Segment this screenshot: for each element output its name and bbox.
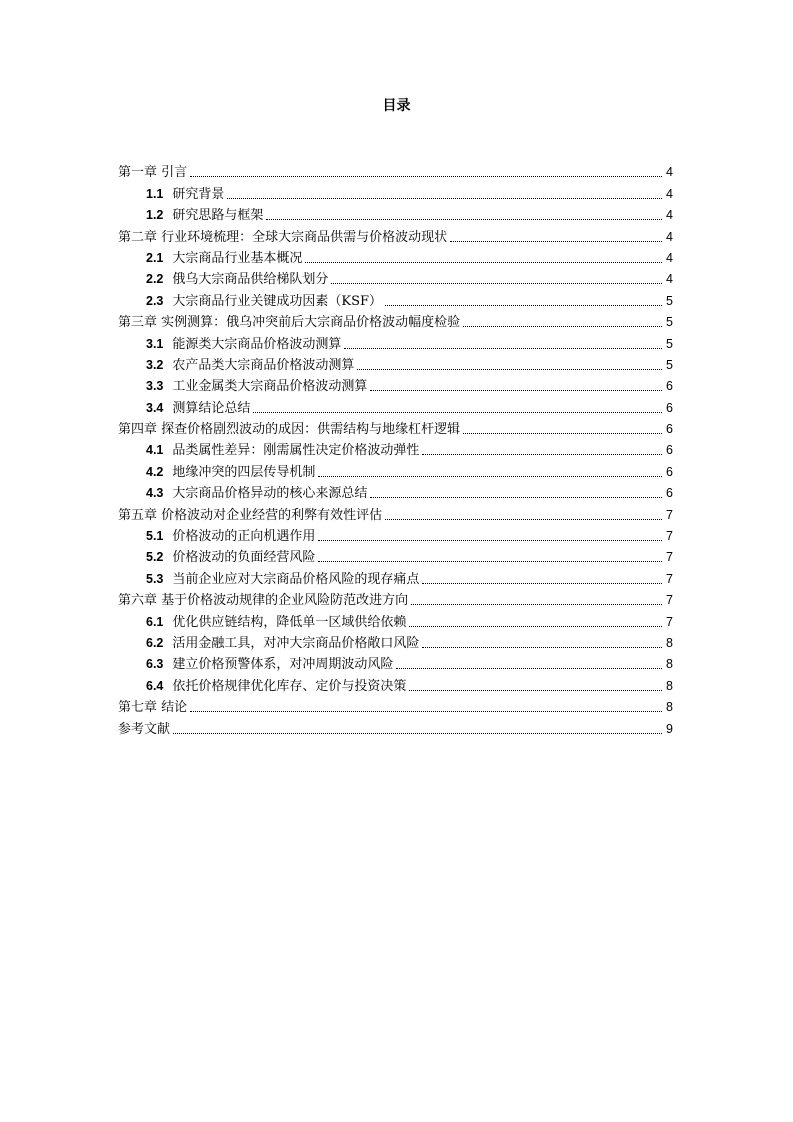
toc-page-number: 6 bbox=[666, 400, 673, 415]
toc-section-entry[interactable] bbox=[118, 459, 673, 480]
dot-leader bbox=[173, 732, 662, 734]
dot-leader bbox=[422, 646, 662, 648]
toc-entry-title: 活用金融工具，对冲大宗商品价格敞口风险 bbox=[172, 635, 420, 651]
toc-section-entry[interactable] bbox=[118, 203, 673, 224]
dot-leader bbox=[318, 539, 662, 541]
dot-leader bbox=[190, 710, 662, 712]
toc-page-number: 6 bbox=[666, 379, 673, 394]
toc-section-entry[interactable] bbox=[118, 438, 673, 459]
toc-entry-number: 6.3 bbox=[146, 657, 164, 672]
dot-leader bbox=[305, 261, 662, 263]
toc-entry-number: 2.3 bbox=[146, 293, 164, 308]
toc-entry-title: 第六章 基于价格波动规律的企业风险防范改进方向 bbox=[118, 593, 409, 609]
toc-entry-title: 参考文献 bbox=[118, 721, 171, 737]
toc-entry-number: 1.1 bbox=[146, 186, 164, 201]
toc-entry-title: 大宗商品价格异动的核心来源总结 bbox=[172, 486, 368, 502]
dot-leader bbox=[396, 667, 662, 669]
dot-leader bbox=[422, 453, 662, 455]
dot-leader bbox=[385, 304, 662, 306]
toc-entry-title: 品类属性差异：刚需属性决定价格波动弹性 bbox=[172, 443, 420, 459]
toc-section-entry[interactable] bbox=[118, 673, 673, 694]
toc-entry-title: 大宗商品行业基本概况 bbox=[172, 250, 303, 266]
toc-page-number: 6 bbox=[666, 464, 673, 479]
toc-entry-title: 价格波动的负面经营风险 bbox=[172, 550, 316, 566]
toc-entry-number: 3.4 bbox=[146, 400, 164, 415]
toc-page-number: 7 bbox=[666, 507, 673, 522]
toc-entry-title: 地缘冲突的四层传导机制 bbox=[172, 464, 316, 480]
dot-leader bbox=[450, 240, 662, 242]
toc-page-number: 7 bbox=[666, 529, 673, 544]
toc-entry-title: 第七章 结论 bbox=[118, 700, 188, 716]
toc-entry-number: 5.1 bbox=[146, 529, 164, 544]
toc-chapter-entry[interactable] bbox=[118, 417, 673, 438]
toc-page-number: 4 bbox=[666, 272, 673, 287]
dot-leader bbox=[318, 475, 662, 477]
dot-leader bbox=[409, 625, 662, 627]
toc-entry-title: 测算结论总结 bbox=[172, 400, 251, 416]
toc-chapter-entry[interactable] bbox=[118, 502, 673, 523]
toc-section-entry[interactable] bbox=[118, 353, 673, 374]
dot-leader bbox=[370, 496, 662, 498]
toc-entry-number: 3.1 bbox=[146, 336, 164, 351]
toc-page-number: 8 bbox=[666, 657, 673, 672]
toc-page-number: 8 bbox=[666, 700, 673, 715]
toc-section-entry[interactable] bbox=[118, 374, 673, 395]
toc-entry-title: 第四章 探查价格剧烈波动的成因：供需结构与地缘杠杆逻辑 bbox=[118, 422, 461, 438]
toc-section-entry[interactable] bbox=[118, 331, 673, 352]
dot-leader bbox=[344, 347, 662, 349]
toc-page-number: 4 bbox=[666, 165, 673, 180]
toc-chapter-entry[interactable] bbox=[118, 588, 673, 609]
toc-page-number: 5 bbox=[666, 293, 673, 308]
toc-section-entry[interactable] bbox=[118, 481, 673, 502]
toc-entry-title: 依托价格规律优化库存、定价与投资决策 bbox=[172, 678, 407, 694]
toc-entry-number: 6.4 bbox=[146, 678, 164, 693]
toc-section-entry[interactable] bbox=[118, 545, 673, 566]
dot-leader bbox=[357, 368, 662, 370]
dot-leader bbox=[463, 432, 662, 434]
toc-entry-title: 研究思路与框架 bbox=[172, 208, 264, 224]
toc-entry-number: 6.2 bbox=[146, 635, 164, 650]
toc-entry-title: 优化供应链结构，降低单一区域供给依赖 bbox=[172, 614, 407, 630]
toc-page-number: 4 bbox=[666, 208, 673, 223]
toc-chapter-entry[interactable] bbox=[118, 310, 673, 331]
toc-chapter-entry[interactable] bbox=[118, 695, 673, 716]
toc-section-entry[interactable] bbox=[118, 631, 673, 652]
toc-section-entry[interactable] bbox=[118, 181, 673, 202]
toc-entry-title: 第二章 行业环境梳理：全球大宗商品供需与价格波动现状 bbox=[118, 229, 448, 245]
dot-leader bbox=[253, 411, 662, 413]
toc-section-entry[interactable] bbox=[118, 246, 673, 267]
toc-title: 目录 bbox=[382, 98, 411, 114]
toc-chapter-entry[interactable] bbox=[118, 224, 673, 245]
toc-entry-number: 2.1 bbox=[146, 250, 164, 265]
toc-entry-number: 6.1 bbox=[146, 614, 164, 629]
toc-entry-title: 大宗商品行业关键成功因素（KSF） bbox=[172, 293, 383, 309]
toc-page-number: 4 bbox=[666, 250, 673, 265]
dot-leader bbox=[411, 603, 662, 605]
dot-leader bbox=[318, 560, 662, 562]
toc-page-number: 9 bbox=[666, 721, 673, 736]
toc-page-number: 7 bbox=[666, 593, 673, 608]
dot-leader bbox=[463, 325, 662, 327]
toc-section-entry[interactable] bbox=[118, 395, 673, 416]
toc-entry-title: 农产品类大宗商品价格波动测算 bbox=[172, 357, 355, 373]
toc-page-number: 4 bbox=[666, 229, 673, 244]
toc-entry-number: 5.2 bbox=[146, 550, 164, 565]
toc-chapter-entry[interactable] bbox=[118, 160, 673, 181]
dot-leader bbox=[227, 197, 662, 199]
toc-entry-number: 1.2 bbox=[146, 208, 164, 223]
toc-entry-title: 研究背景 bbox=[172, 186, 225, 202]
toc-page-number: 6 bbox=[666, 422, 673, 437]
dot-leader bbox=[422, 582, 662, 584]
toc-entry-title: 当前企业应对大宗商品价格风险的现存痛点 bbox=[172, 571, 420, 587]
table-of-contents bbox=[118, 160, 673, 738]
dot-leader bbox=[409, 689, 662, 691]
toc-entry-number: 2.2 bbox=[146, 272, 164, 287]
toc-page-number: 5 bbox=[666, 357, 673, 372]
toc-page-number: 7 bbox=[666, 550, 673, 565]
toc-entry-number: 3.3 bbox=[146, 379, 164, 394]
toc-section-entry[interactable] bbox=[118, 652, 673, 673]
toc-entry-number: 4.2 bbox=[146, 464, 164, 479]
toc-entry-title: 建立价格预警体系，对冲周期波动风险 bbox=[172, 657, 394, 673]
toc-page-number: 5 bbox=[666, 315, 673, 330]
dot-leader bbox=[266, 218, 662, 220]
toc-page-number: 8 bbox=[666, 678, 673, 693]
toc-section-entry[interactable] bbox=[118, 288, 673, 309]
toc-section-entry[interactable] bbox=[118, 524, 673, 545]
toc-page-number: 7 bbox=[666, 614, 673, 629]
toc-entry-title: 能源类大宗商品价格波动测算 bbox=[172, 336, 342, 352]
toc-page-number: 8 bbox=[666, 635, 673, 650]
toc-entry-number: 4.1 bbox=[146, 443, 164, 458]
toc-section-entry[interactable] bbox=[118, 267, 673, 288]
toc-page-number: 5 bbox=[666, 336, 673, 351]
dot-leader bbox=[385, 518, 662, 520]
toc-entry-title: 第三章 实例测算：俄乌冲突前后大宗商品价格波动幅度检验 bbox=[118, 315, 461, 331]
toc-section-entry[interactable] bbox=[118, 566, 673, 587]
toc-entry-number: 3.2 bbox=[146, 357, 164, 372]
toc-page-number: 6 bbox=[666, 486, 673, 501]
dot-leader bbox=[370, 389, 662, 391]
dot-leader bbox=[331, 282, 662, 284]
toc-page-number: 4 bbox=[666, 186, 673, 201]
dot-leader bbox=[190, 175, 662, 177]
toc-chapter-entry[interactable] bbox=[118, 716, 673, 737]
toc-entry-number: 5.3 bbox=[146, 571, 164, 586]
toc-entry-title: 第五章 价格波动对企业经营的利弊有效性评估 bbox=[118, 507, 383, 523]
toc-page-number: 7 bbox=[666, 571, 673, 586]
toc-entry-title: 价格波动的正向机遇作用 bbox=[172, 529, 316, 545]
toc-entry-title: 第一章 引言 bbox=[118, 165, 188, 181]
toc-entry-number: 4.3 bbox=[146, 486, 164, 501]
toc-section-entry[interactable] bbox=[118, 609, 673, 630]
toc-entry-title: 俄乌大宗商品供给梯队划分 bbox=[172, 272, 329, 288]
toc-entry-title: 工业金属类大宗商品价格波动测算 bbox=[172, 379, 368, 395]
toc-page-number: 6 bbox=[666, 443, 673, 458]
